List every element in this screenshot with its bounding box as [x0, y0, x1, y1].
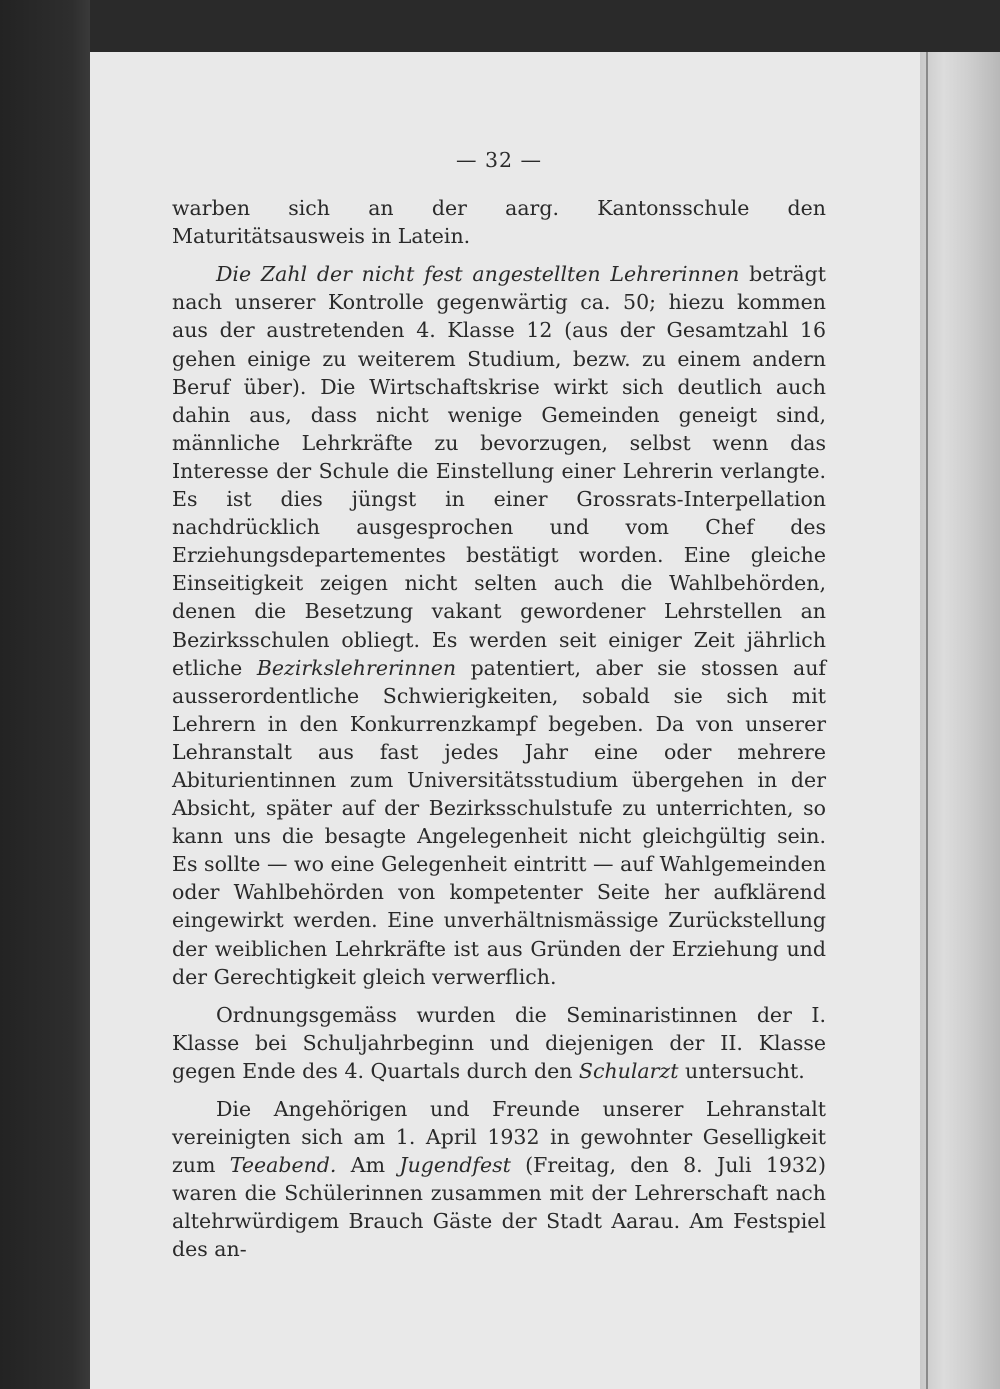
paragraph-1: warben sich an der aarg. Kantonsschule den Maturitätsausweis in Latein. [172, 196, 826, 249]
paragraph-2 [172, 260, 826, 990]
page-text [172, 146, 826, 1264]
page-number: — 32 — [455, 148, 543, 172]
text-run: Ordnungsgemäss wurden die Seminaristinnen der I. Klasse bei Schuljahrbeginn und diejenigen der II. Klasse gegen Ende des 4. Quartals durch den [172, 1002, 826, 1083]
text-run: Die Angehörigen und Freunde unserer Lehranstalt vereinigten sich am 1. April 1932 in gewohnter Geselligkeit zum [172, 1097, 826, 1178]
page-gutter [920, 52, 1000, 1389]
paragraph-3 [172, 1001, 826, 1085]
text-run: beträgt nach unserer Kontrolle gegenwärtig ca. 50; hiezu kommen aus der austretenden 4. Klasse 12 (aus der Gesamtzahl 16 gehen einige zu weiterem Studium, bezw. zu einem andern Beruf über). Die Wirtschaftskrise wirkt sich deutlich auch dahin aus, dass nicht wenige Gemeinden geneigt sind, männliche Lehrkräfte zu bevorzugen, selbst wenn das Interesse der Schule die Einstellung einer Lehrerin verlangte. Es ist dies jüngst in einer Grossrats-Interpellation nachdrücklich ausgesprochen und vom Chef des Erziehungsdepartementes bestätigt worden. Eine gleiche Einseitigkeit zeigen nicht selten auch die Wahlbehörden, denen die Besetzung vakant gewordener Lehrstellen an Bezirksschulen obliegt. Es werden seit einiger Zeit jährlich etliche [172, 262, 826, 680]
text-run: patentiert, aber sie stossen auf ausserordentliche Schwierigkeiten, sobald sie sich mit Lehrern in den Konkurrenzkampf begeben. Da von unserer Lehranstalt aus fast jedes Jahr eine oder mehrere Abiturientinnen zum Universitätsstudium übergehen in der Absicht, später auf der Bezirksschulstufe zu unterrichten, so kann uns die besagte Angelegenheit nicht gleichgültig sein. Es sollte — wo eine Gelegenheit eintritt — auf Wahlgemeinden oder Wahlbehörden von kompetenter Seite her aufklärend eingewirkt werden. Eine unverhältnismässige Zurückstellung der weiblichen Lehrkräfte ist aus Gründen der Erziehung und der Gerechtigkeit gleich verwerflich. [172, 655, 826, 989]
italic-phrase: Jugendfest [399, 1153, 511, 1178]
text-run: untersucht. [678, 1058, 805, 1083]
italic-phrase: Bezirkslehrerinnen [256, 655, 457, 680]
italic-phrase: Die Zahl der nicht fest angestellten Lehrerinnen [216, 262, 740, 287]
gutter-line [926, 52, 928, 1389]
italic-phrase: Teeabend. [229, 1153, 337, 1178]
text-run: (Freitag, den 8. Juli 1932) waren die Schülerinnen zusammen mit der Lehrerschaft nach altehrwürdigem Brauch Gäste der Stadt Aarau. Am Festspiel des an- [172, 1153, 827, 1262]
scan-border-left [0, 0, 90, 1389]
scan-border-top [90, 0, 1000, 52]
paragraph-4 [172, 1095, 826, 1264]
text-run: Am [336, 1153, 400, 1178]
italic-phrase: Schularzt [578, 1058, 679, 1083]
